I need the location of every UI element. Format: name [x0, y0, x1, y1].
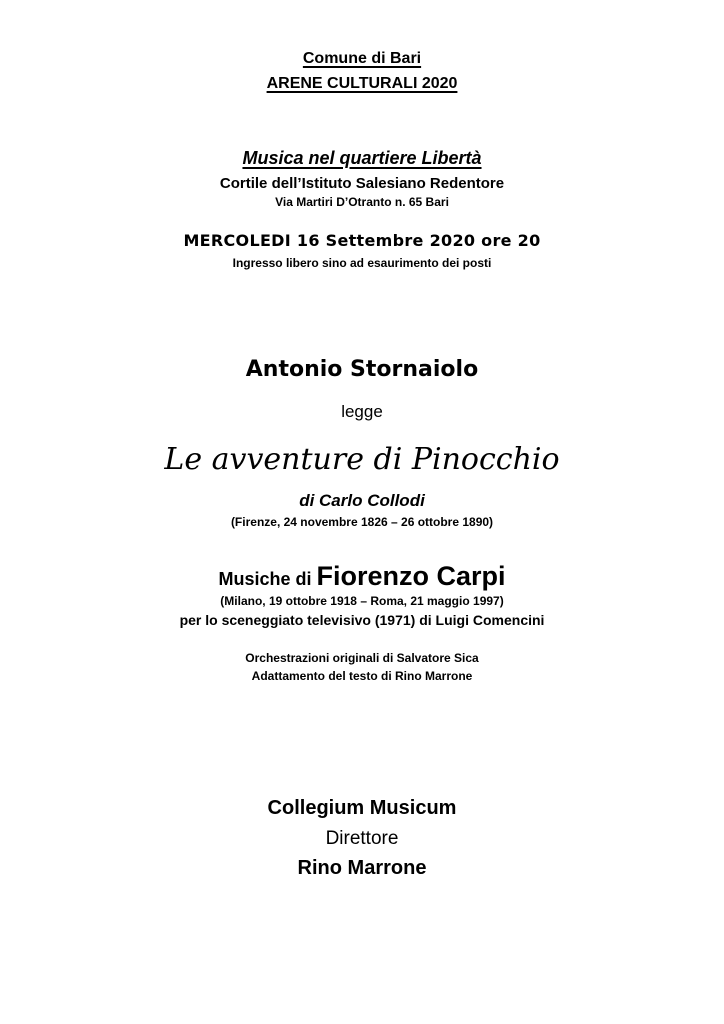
- reader-name: Antonio Stornaiolo: [245, 357, 479, 382]
- series-heading: ARENE CULTURALI 2020: [266, 75, 458, 92]
- music-credit: [0, 563, 724, 590]
- work-author: di Carlo Collodi: [299, 491, 425, 510]
- municipality-heading: Comune di Bari: [302, 50, 422, 67]
- event-series-title: Musica nel quartiere Libertà: [242, 148, 482, 168]
- ensemble-name: Collegium Musicum: [267, 797, 457, 819]
- music-credit-prefix: Musiche di: [218, 569, 317, 589]
- conductor-role: Direttore: [325, 828, 399, 849]
- adaptation-credit: Adattamento del testo di Rino Marrone: [251, 669, 473, 683]
- work-title: Le avventure di Pinocchio: [164, 442, 560, 477]
- orchestrations-credit: Orchestrazioni originali di Salvatore Sica: [245, 651, 479, 665]
- conductor-name: Rino Marrone: [297, 857, 427, 879]
- composer-dates: (Milano, 19 ottobre 1918 – Roma, 21 maggio 1997): [220, 594, 504, 608]
- composer-name: Fiorenzo Carpi: [316, 561, 506, 591]
- reads-label: legge: [341, 402, 383, 421]
- music-context: per lo sceneggiato televisivo (1971) di Luigi Comencini: [179, 612, 545, 628]
- author-dates: (Firenze, 24 novembre 1826 – 26 ottobre 1890): [230, 515, 494, 529]
- event-date-time: MERCOLEDI 16 Settembre 2020 ore 20: [183, 231, 541, 250]
- venue-name: Cortile dell’Istituto Salesiano Redentore: [219, 175, 505, 192]
- admission-note: Ingresso libero sino ad esaurimento dei posti: [232, 256, 492, 270]
- venue-address: Via Martiri D’Otranto n. 65 Bari: [275, 195, 449, 209]
